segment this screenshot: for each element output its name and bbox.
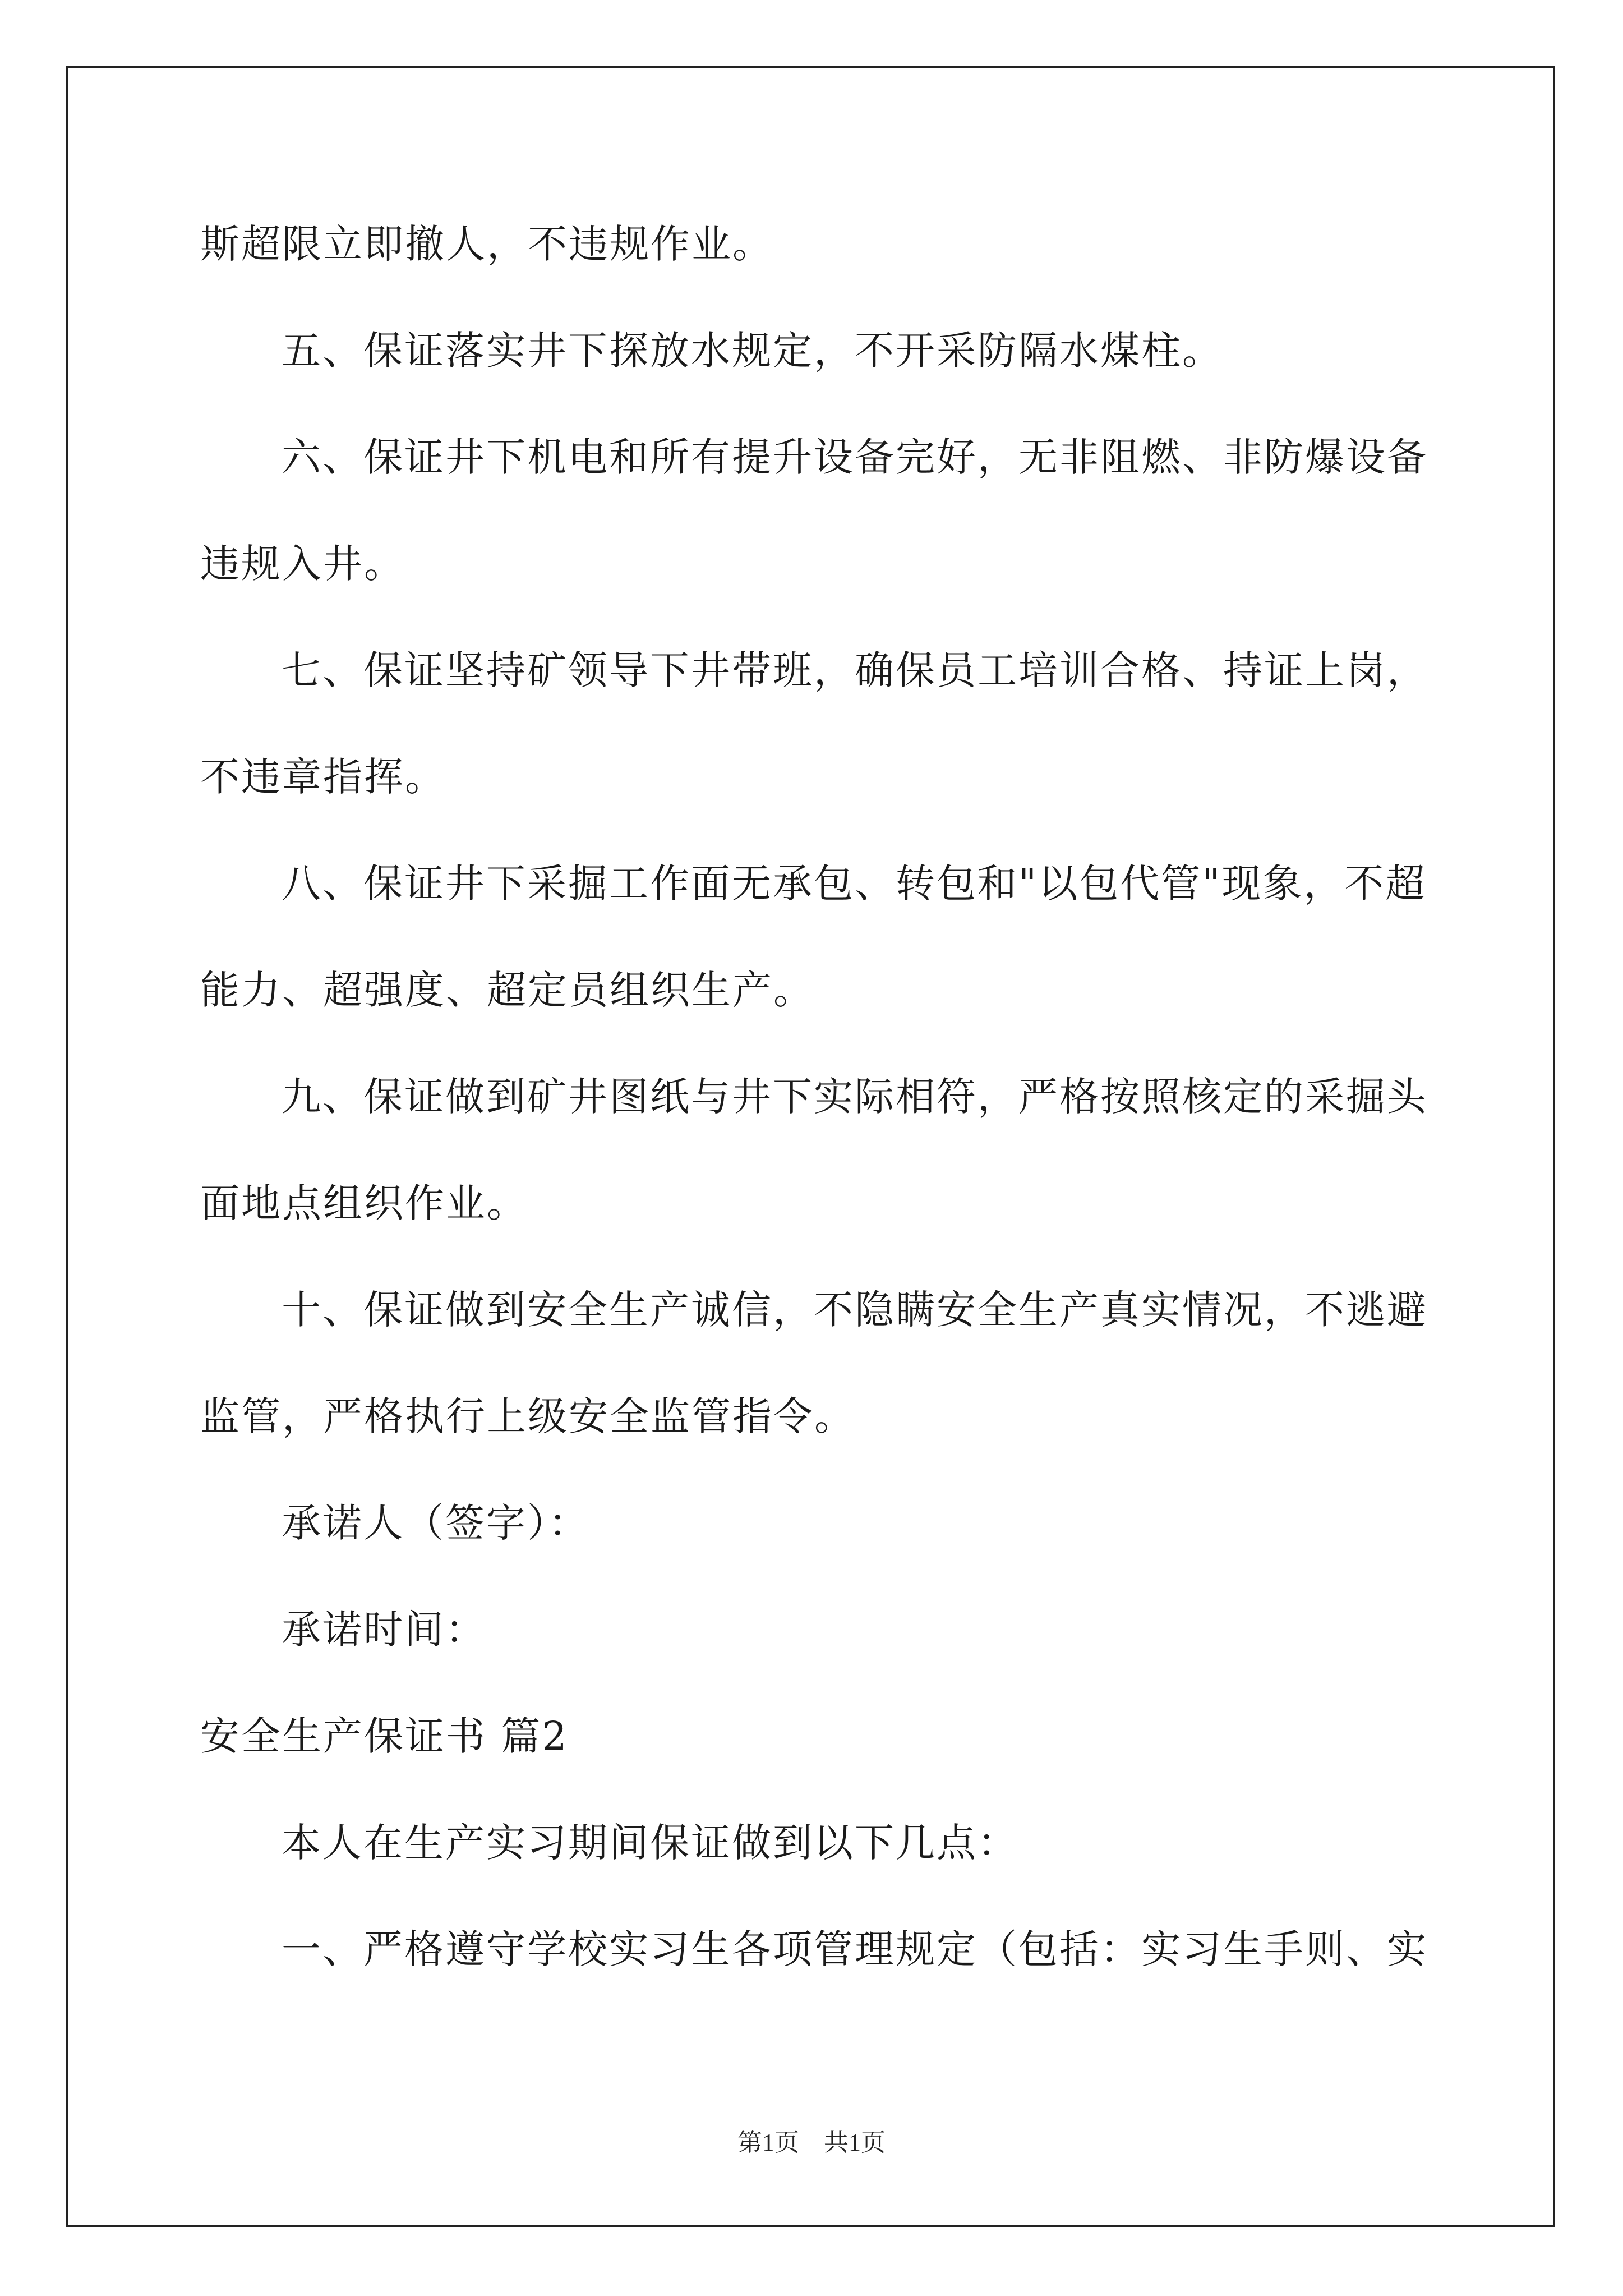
page-border (66, 66, 1555, 2227)
section-heading: 安全生产保证书 篇2 (200, 1713, 569, 1759)
paragraph-line: 违规入井。 (200, 541, 405, 587)
page-number-footer: 第1页 共1页 (737, 2129, 886, 2156)
paragraph-line: 斯超限立即撤人，不违规作业。 (200, 221, 773, 267)
paragraph-line: 十、保证做到安全生产诚信，不隐瞒安全生产真实情况，不逃避 (282, 1287, 1428, 1333)
paragraph-line: 七、保证坚持矿领导下井带班，确保员工培训合格、持证上岗， (282, 647, 1428, 693)
paragraph-line: 本人在生产实习期间保证做到以下几点： (282, 1820, 1018, 1866)
paragraph-line: 能力、超强度、超定员组织生产。 (200, 967, 814, 1013)
paragraph-line: 面地点组织作业。 (200, 1180, 528, 1226)
paragraph-line: 一、严格遵守学校实习生各项管理规定（包括：实习生手则、实 (282, 1926, 1428, 1972)
signature-label: 承诺人（签字）： (282, 1500, 589, 1546)
paragraph-line: 六、保证井下机电和所有提升设备完好，无非阻燃、非防爆设备 (282, 434, 1428, 480)
date-label: 承诺时间： (282, 1607, 486, 1653)
paragraph-line: 监管，严格执行上级安全监管指令。 (200, 1393, 855, 1439)
paragraph-line: 八、保证井下采掘工作面无承包、转包和"以包代管"现象，不超 (282, 861, 1427, 907)
paragraph-line: 九、保证做到矿井图纸与井下实际相符，严格按照核定的采掘头 (282, 1074, 1428, 1120)
paragraph-line: 五、保证落实井下探放水规定，不开采防隔水煤柱。 (282, 328, 1223, 374)
paragraph-line: 不违章指挥。 (200, 754, 446, 800)
